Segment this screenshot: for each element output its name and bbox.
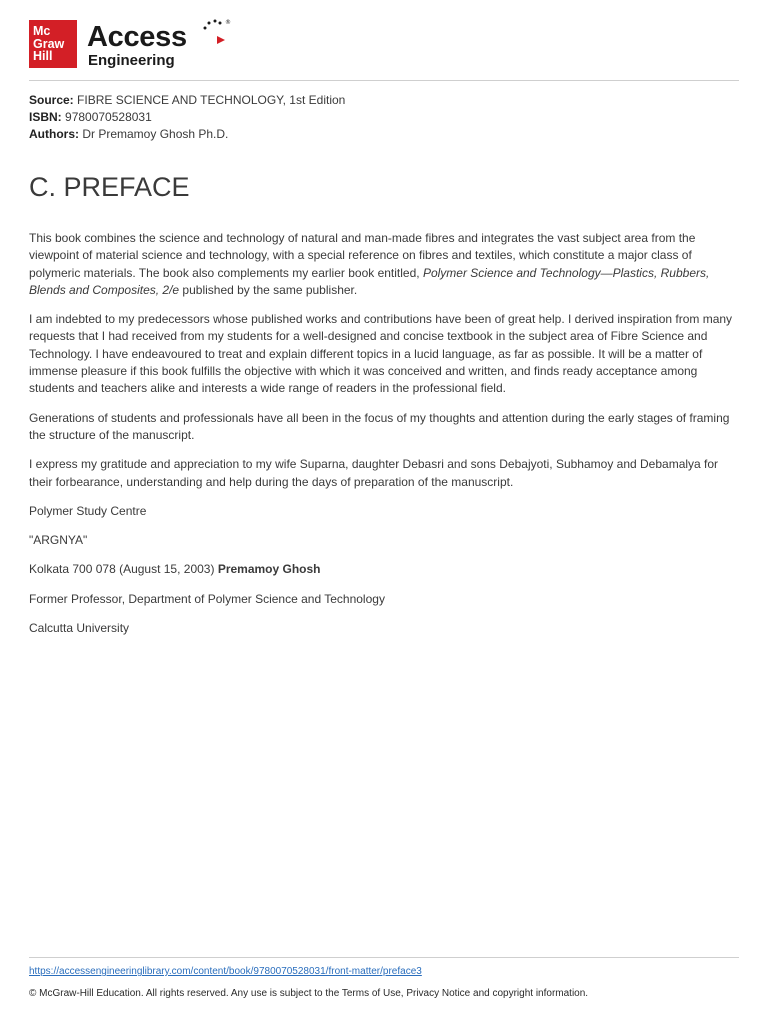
paragraph-2: I am indebted to my predecessors whose published works and contributions have been of great help. I derived inspiration from many requests that I had received from my students for a well-designed and concise textbook in the subject area of Fibre Science and Technology. I have endeavoured to treat and explain different topics in a lucid language, as far as possible. It will be a matter of immense pleasure if this book fulfills the objective with which it was conceived and written, and finds ready acceptance among students and teachers alike and interests a wide range of readers in the professional field.	[29, 312, 733, 396]
signature-line-5: Calcutta University	[29, 621, 130, 636]
source-value: FIBRE SCIENCE AND TECHNOLOGY, 1st Edition	[77, 93, 346, 107]
signature-line-3	[29, 561, 739, 578]
footer-divider	[29, 957, 739, 958]
signature-line-4: Former Professor, Department of Polymer Science and Technology	[29, 591, 385, 606]
source-row	[29, 92, 345, 109]
paragraph-1-text-b: published by the same publisher.	[179, 282, 358, 297]
copyright-notice: © McGraw-Hill Education. All rights reserved. Any use is subject to the Terms of Use, Privacy Notice and copyright information.	[29, 988, 589, 999]
mgh-logo-line-2: Graw	[33, 36, 65, 51]
access-arrow-icon	[199, 16, 229, 46]
authors-value: Dr Premamoy Ghosh Ph.D.	[82, 127, 229, 141]
source-label: Source:	[29, 93, 74, 107]
page-header	[29, 18, 739, 70]
signature-line-2: "ARGNYA"	[29, 533, 88, 548]
page-title: C. PREFACE	[29, 172, 190, 202]
paragraph-4: I express my gratitude and appreciation to my wife Suparna, daughter Debasri and sons Debajyoti, Subhamoy and Debamalya for their forbearance, understanding and help during the days of preparation of the manuscript.	[29, 457, 719, 489]
mcgraw-hill-logo[interactable]	[29, 20, 77, 68]
signature-author-name: Premamoy Ghosh	[217, 562, 321, 577]
brand-main-text: Access	[87, 21, 187, 53]
paragraph-3: Generations of students and professionals have all been in the focus of my thoughts and attention during the early stages of framing the structure of the manuscript.	[29, 410, 730, 442]
authors-row	[29, 126, 345, 143]
brand-sub-text: Engineering	[88, 52, 175, 69]
signature-line-1: Polymer Study Centre	[29, 503, 147, 518]
mgh-logo-line-3: Hill	[33, 49, 53, 63]
authors-label: Authors:	[29, 127, 79, 141]
book-title-italic: Polymer Science and Technology—Plastics, Rubbers, Blends and Composites, 2/e	[29, 265, 710, 297]
isbn-value: 9780070528031	[65, 110, 152, 124]
book-metadata	[29, 92, 345, 143]
source-url-link[interactable]: https://accessengineeringlibrary.com/content/book/9780070528031/front-matter/preface3	[29, 966, 422, 977]
paragraph-1	[29, 230, 739, 299]
isbn-row	[29, 109, 345, 126]
mgh-logo-line-1: Mc	[33, 24, 51, 38]
paragraph-1-text-a: This book combines the science and technology of natural and man-made fibres and integrates the vast subject area from the viewpoint of material science and technology, with a special reference on fibres and textiles, which constitute a major class of polymeric materials. The book also complements my earlier book entitled,	[29, 231, 696, 280]
preface-content	[29, 230, 739, 649]
signature-place-date: Kolkata 700 078 (August 15, 2003)	[29, 562, 218, 577]
header-divider	[29, 80, 739, 81]
isbn-label: ISBN:	[29, 110, 62, 124]
registered-mark: ®	[225, 19, 231, 26]
